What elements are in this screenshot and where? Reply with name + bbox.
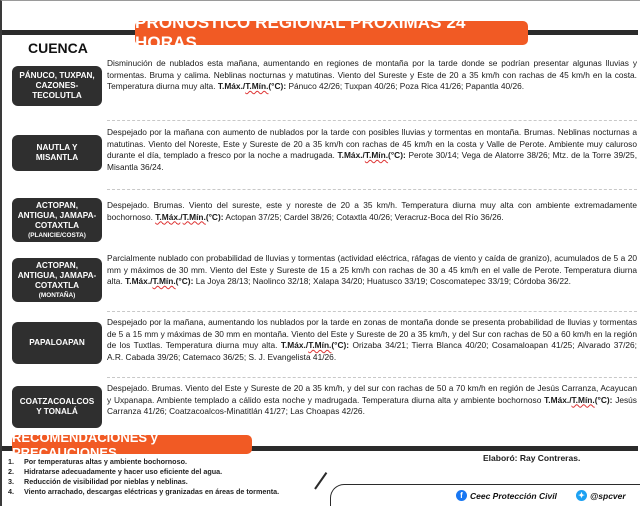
twitter-link[interactable]	[576, 490, 626, 501]
recommendations-list	[8, 457, 279, 497]
temps-text: Orizaba 34/21; Tierra Blanca 40/20; Cosamaloapan 41/25; Alvarado 37/26; A.R. Cabada 39/26; Catemaco 36/25; S. J. Evangelista 41/26.	[107, 340, 637, 362]
region-label-actopan-montana	[12, 258, 102, 302]
region-name-line: COTAXTLA	[35, 220, 79, 230]
page-title: PRONÓSTICO REGIONAL PRÓXIMAS 24 HORAS	[135, 21, 528, 45]
temp-unit: (°C):	[175, 276, 194, 286]
item-number: 3.	[8, 477, 14, 486]
region-name-line: NAUTLA Y	[36, 143, 78, 152]
region-name-line: ACTOPAN,	[36, 200, 78, 210]
recommendation-item	[8, 487, 279, 497]
region-forecast-panuco	[107, 58, 637, 93]
temp-label	[337, 150, 405, 160]
item-number: 2.	[8, 467, 14, 476]
author-credit: Elaboró: Ray Contreras.	[483, 453, 581, 463]
temp-unit: (°C):	[594, 394, 613, 405]
temp-label	[125, 276, 193, 286]
region-name-line: Y TONALÁ	[36, 407, 78, 416]
temps-text: La Joya 28/13; Naolinco 32/18; Xalapa 34/20; Huatusco 33/19; Coscomatepec 33/19; Córdoba 36/22.	[195, 276, 571, 286]
region-label-panuco	[12, 66, 102, 106]
item-number: 4.	[8, 487, 14, 496]
region-subname: (MONTAÑA)	[38, 291, 76, 299]
temp-label	[281, 340, 349, 350]
temps-text: Perote 30/14; Vega de Alatorre 38/26; Mtz. de la Torre 39/25, Misantla 36/24.	[107, 150, 638, 172]
region-name-line: ANTIGUA, JAMAPA-	[17, 270, 97, 280]
region-forecast-coatzacoalcos	[107, 383, 637, 418]
temp-label	[544, 395, 612, 405]
divider	[107, 377, 637, 378]
tmin-label: T.Mín.	[182, 211, 206, 222]
region-name-line: PÁNUCO, TUXPAN,	[19, 71, 95, 80]
temps-text: Jesús Carranza 41/26; Coatzacoalcos-Minatitlán 41/27; Las Choapas 42/26.	[107, 394, 637, 416]
tmax-label: T.Máx.	[280, 340, 306, 350]
forecast-text: Parcialmente nublado con probabilidad de lluvias y tormentas (actividad eléctrica, ráfagas de viento y caída de granizo), acumulados de 5 a 20 mm y máximos de 30 mm. Viento del Este y Sureste de 15 a 25 km/h con rachas de 30 a 45 km/h en el valle de Perote. Temperatura diurna alta.	[107, 253, 637, 286]
temp-label	[155, 212, 223, 222]
recommendation-item	[8, 477, 279, 487]
forecast-text: Despejado por la mañana, aumentando los nublados por la tarde en zonas de montaña donde se presenta probabilidad de lluvias y tormentas de 5 a 15 mm y máximas de 30 mm en montaña. Viento del Este y Sureste de 20 a 35 km/h, y del Sur con rachas de 50 a 60 km/h en la región de los Tuxtlas. Temperatura diurna muy alta.	[107, 317, 637, 350]
region-name-line: ACTOPAN,	[36, 260, 78, 270]
twitter-handle: @spcver	[590, 490, 626, 501]
temp-label	[218, 81, 286, 91]
region-name-line: PAPALOAPAN	[29, 338, 85, 347]
region-label-actopan-planicie	[12, 198, 102, 242]
forecast-text: Despejado por la mañana con aumento de nublados por la tarde con posibles lluvias y tormentas en montaña. Brumas. Neblinas nocturnas a matutinas. Viento del Noreste, Este y Sureste de 20 a 35 km/h con rachas de 45 km/h en la costa y Valle de Perote. Ambiente muy caluroso durante el día, templado a fresco por la noche a madrugada.	[107, 127, 637, 160]
facebook-link[interactable]	[456, 490, 557, 501]
region-forecast-actopan-planicie	[107, 200, 637, 223]
recommendation-item	[8, 457, 279, 467]
forecast-text: Disminución de nublados esta mañana, aumentando en regiones de montaña por la tarde donde se podrían presentar algunas lluvias y tormentas. Bruma y calima. Neblinas nocturnas y matutinas. Viento del Sureste y Este de 20 a 35 km/h con rachas de 45 km/h en la costa. Temperatura diurna muy alta.	[107, 58, 637, 91]
recommendation-item	[8, 467, 279, 477]
temp-slash: /	[150, 276, 153, 286]
region-name-line: MISANTLA	[35, 153, 79, 162]
item-text: Reducción de visibilidad por nieblas y neblinas.	[24, 477, 188, 486]
region-name-line: TECOLUTLA	[32, 91, 82, 100]
region-forecast-nautla	[107, 127, 637, 173]
region-name-line: COATZACOALCOS	[19, 397, 95, 406]
forecast-text: Despejado. Brumas. Viento del sureste, este y noreste de 20 a 35 km/h. Temperatura diurna muy alta con ambiente extremadamente bochornoso.	[107, 200, 637, 222]
region-name-line: CAZONES-	[35, 81, 79, 90]
forecast-text: Despejado. Brumas. Viento del Este y Sureste de 20 a 35 km/h, y del sur con rachas de 50 a 70 km/h en región de Jesús Carranza, Acayucan y Uxpanapa. Ambiente templado a cálido esta noche y madrugada. Temperatura diurna alta y ambiente bochornoso	[107, 383, 637, 405]
temp-slash: /	[242, 81, 246, 91]
region-label-nautla	[12, 135, 102, 171]
temp-slash: /	[569, 394, 572, 405]
tmax-label: T.Máx.	[125, 276, 151, 286]
region-subname: (PLANICIE/COSTA)	[28, 231, 86, 239]
tmin-label: T.Mín.	[245, 81, 269, 91]
temp-slash: /	[180, 211, 183, 222]
temp-slash: /	[362, 150, 365, 160]
temps-text: Actopan 37/25; Cardel 38/26; Cotaxtla 40/26; Veracruz-Boca del Río 36/26.	[225, 211, 504, 222]
region-label-papaloapan	[12, 322, 102, 364]
item-text: Por temperaturas altas y ambiente bochornoso.	[24, 457, 187, 466]
region-forecast-papaloapan	[107, 317, 637, 363]
temp-unit: (°C):	[268, 81, 287, 91]
temps-text: Pánuco 42/26; Tuxpan 40/26; Poza Rica 41/26; Papantla 40/26.	[288, 81, 525, 91]
divider	[107, 120, 637, 121]
twitter-icon: ✦	[576, 490, 587, 501]
tmax-label: T.Máx.	[544, 394, 570, 405]
facebook-icon: f	[456, 490, 467, 501]
tmax-label: T.Máx.	[155, 211, 181, 222]
item-text: Viento arrachado, descargas eléctricas y granizadas en áreas de tormenta.	[24, 487, 280, 496]
tmax-label: T.Máx.	[217, 81, 243, 91]
temp-unit: (°C):	[331, 340, 350, 350]
tmin-label: T.Mín.	[571, 394, 595, 405]
temp-slash: /	[305, 340, 309, 350]
divider	[107, 189, 637, 190]
tmin-label: T.Mín.	[152, 276, 176, 286]
facebook-handle: Ceec Protección Civil	[470, 490, 557, 501]
region-forecast-actopan-montana	[107, 253, 637, 288]
region-label-coatzacoalcos	[12, 386, 102, 428]
region-name-line: ANTIGUA, JAMAPA-	[17, 210, 97, 220]
temp-unit: (°C):	[388, 150, 406, 160]
item-number: 1.	[8, 457, 14, 466]
section-heading: CUENCA	[28, 40, 88, 56]
recommendations-title: RECOMENDACIONES y PRECAUCIONES	[12, 435, 252, 454]
region-name-line: COTAXTLA	[35, 280, 79, 290]
temp-unit: (°C):	[205, 211, 224, 222]
tmin-label: T.Mín.	[308, 340, 332, 350]
item-text: Hidratarse adecuadamente y hacer uso eficiente del agua.	[24, 467, 223, 476]
tmax-label: T.Máx.	[337, 150, 363, 160]
divider	[107, 311, 637, 312]
tmin-label: T.Mín.	[364, 150, 389, 160]
